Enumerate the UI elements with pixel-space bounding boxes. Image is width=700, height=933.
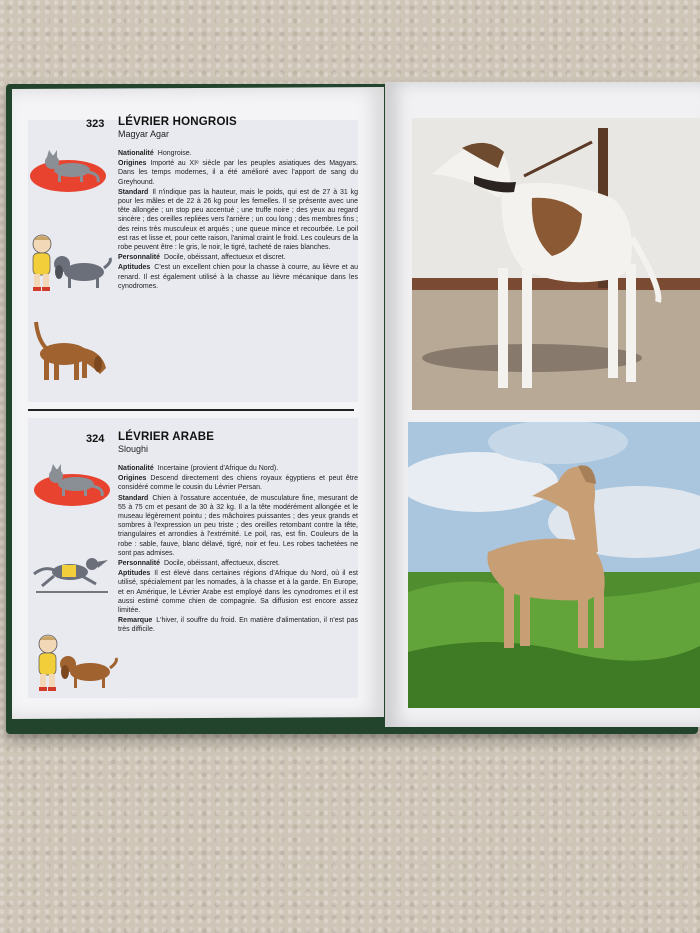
field-text: Chien à l'ossature accentuée, de musculature fine, mesurant de 55 à 75 cm et pesant de 30 à 32 kg. Il a la tête modérément allongée et le museau légèrement pointu ; des mâchoires puissantes ; des yeux grands et sombres à l'expression un peu triste ; des oreilles retombant contre la tête, triangulaires et arrondies à l'extrémité. Le poil, ras, est fin. Couleurs de la robe : sable, fauve, blanc délavé, tigré, noir et feu. Les robes tachetées ne sont pas admises.: [118, 494, 358, 557]
field-label: Standard: [118, 494, 149, 502]
field-text: C'est un excellent chien pour la chasse à courre, au lièvre et au renard. Il est également utilisé à la chasse au lièvre mécanique dans les cynodromes.: [118, 264, 358, 290]
field-origines: [118, 159, 358, 187]
field-aptitudes: [118, 569, 358, 615]
field-aptitudes: [118, 263, 358, 291]
field-text: Docile, obéissant, affectueux et discret.: [164, 254, 286, 262]
cat-on-red-badge-icon: [28, 146, 110, 196]
field-label: Nationalité: [118, 150, 154, 157]
entry-number: 324: [86, 433, 105, 445]
hunting-dog-icon: [30, 318, 112, 386]
entry-number: 323: [86, 118, 105, 130]
field-text: Incertaine (provient d'Afrique du Nord).: [157, 465, 279, 472]
child-with-dog-icon: [24, 232, 114, 296]
breed-subtitle: Sloughi: [118, 444, 149, 454]
field-origines: [118, 474, 358, 492]
sloughi-photo: [408, 422, 700, 708]
field-text: Il n'indique pas la hauteur, mais le poids, qui est de 27 à 31 kg pour les mâles et de 22 à 26 kg pour les femelles. Il se présente avec une tête allongée ; un stop peu accentué ; une truffe noire ; des yeux au regard sincère ; des oreilles repliées vers l'arrière ; un cou long ; des membres fins ; des reins très musculeux et arqués ; une queue mince et recourbée. Le poil est ras et lisse et, pour cette raison, l'animal craint le froid. Les couleurs de la robe peuvent être : le gris, le noir, le tigré, tacheté de raies blanches.: [118, 188, 358, 252]
hungarian-greyhound-photo: [412, 118, 700, 410]
breed-title: LÉVRIER HONGROIS: [118, 116, 237, 128]
field-label: Origines: [118, 475, 147, 483]
field-text: Il est élevé dans certaines régions d'Afrique du Nord, où il est utilisé, spécialement par les nomades, à la chasse et à la garde. En Europe, et en Amérique, le Lévrier Arabe est employé dans les cynodromes et il est aussi estimé comme chien de compagnie. Sa diffusion est encore assez limitée.: [118, 570, 358, 615]
field-text: L'hiver, il souffre du froid. En matière d'alimentation, il n'est pas très difficile.: [118, 617, 358, 634]
breed-title: LÉVRIER ARABE: [118, 431, 215, 443]
field-label: Aptitudes: [118, 264, 151, 272]
field-label: Personnalité: [118, 560, 161, 568]
field-text: Importé au XIᵉ siècle par les peuples asiatiques des Magyars. Dans les temps modernes, il a été amélioré avec l'apport de sang du Greyhound.: [118, 160, 358, 186]
racing-greyhound-icon: [30, 548, 112, 596]
entry-324: [118, 431, 358, 636]
field-personnalite: [118, 559, 358, 568]
field-standard: [118, 188, 358, 252]
field-standard: [118, 494, 358, 558]
field-text: Descend directement des chiens royaux égyptiens et peut être considéré comme le cousin du Lévrier Persan.: [118, 475, 358, 492]
breed-subtitle: Magyar Agar: [118, 129, 170, 139]
field-label: Origines: [118, 160, 147, 168]
field-label: Aptitudes: [118, 570, 151, 578]
field-nationalite: [118, 464, 358, 473]
field-label: Personnalité: [118, 254, 161, 262]
field-nationalite: [118, 149, 358, 158]
child-with-dog-icon: [30, 632, 120, 696]
entry-323: [118, 116, 358, 292]
field-personnalite: [118, 253, 358, 262]
field-remarque: [118, 616, 358, 634]
field-text: Hongroise.: [157, 150, 192, 157]
field-label: Remarque: [118, 617, 153, 625]
cat-on-red-badge-icon: [32, 460, 114, 510]
field-label: Nationalité: [118, 465, 154, 472]
field-label: Standard: [118, 188, 149, 196]
field-text: Docile, obéissant, affectueux, discret.: [164, 560, 280, 568]
entry-divider: [28, 409, 354, 411]
